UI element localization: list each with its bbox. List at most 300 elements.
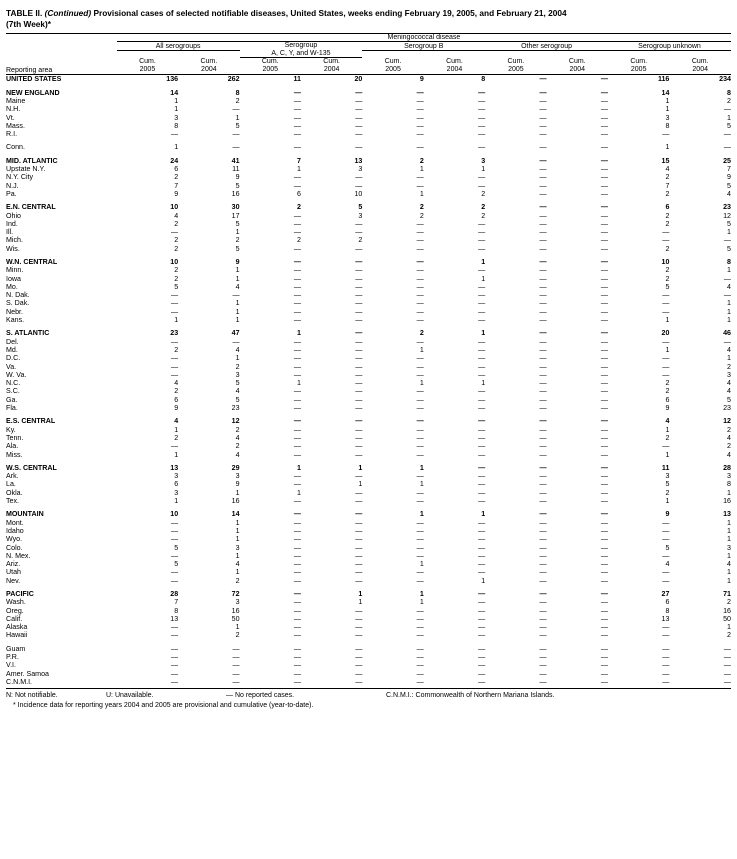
data-cell: 8 — [235, 88, 240, 97]
data-cell: — — [416, 387, 424, 396]
data-cell: 16 — [231, 189, 240, 198]
data-cell: — — [539, 236, 547, 245]
data-cell: — — [662, 661, 670, 670]
data-cell: — — [600, 425, 608, 434]
data-cell: — — [478, 354, 486, 363]
data-cell: — — [171, 442, 179, 451]
data-cell: 1 — [665, 316, 670, 325]
data-cell: 1 — [235, 299, 240, 308]
data-cell: — — [600, 669, 608, 678]
data-cell: — — [293, 623, 301, 632]
data-cell: — — [539, 644, 547, 653]
data-cell: — — [293, 425, 301, 434]
data-cell: — — [355, 404, 363, 413]
data-cell: — — [171, 362, 179, 371]
table-row — [6, 203, 731, 211]
data-cell: — — [416, 244, 424, 253]
data-cell: — — [662, 236, 670, 245]
table-row — [6, 451, 731, 459]
data-cell: 2 — [419, 211, 424, 220]
header-cum-2: Cum. — [200, 58, 218, 66]
data-cell: — — [355, 551, 363, 560]
data-cell: — — [416, 282, 424, 291]
data-cell: — — [478, 606, 486, 615]
data-cell: — — [293, 653, 301, 662]
data-cell: — — [539, 211, 547, 220]
data-cell: — — [416, 653, 424, 662]
data-cell: 2 — [174, 266, 179, 275]
data-cell: — — [355, 614, 363, 623]
data-cell: — — [539, 345, 547, 354]
data-cell: 23 — [231, 404, 240, 413]
data-cell: 2 — [727, 442, 731, 451]
data-cell: 30 — [231, 203, 240, 212]
data-cell: — — [416, 228, 424, 237]
data-cell: 1 — [481, 165, 486, 174]
table-row — [6, 329, 731, 337]
data-cell: 5 — [665, 480, 670, 489]
data-cell: — — [539, 677, 547, 686]
footnote-dash: — No reported cases. — [226, 692, 295, 700]
table-row — [6, 631, 731, 639]
data-cell: — — [478, 631, 486, 640]
data-cell: — — [478, 497, 486, 506]
data-cell: 2 — [665, 379, 670, 388]
data-cell: — — [723, 236, 731, 245]
data-cell: 2 — [665, 433, 670, 442]
data-cell: — — [293, 450, 301, 459]
data-cell: — — [600, 181, 608, 190]
data-cell: — — [662, 644, 670, 653]
data-cell: 9 — [235, 258, 240, 266]
data-cell: — — [600, 274, 608, 283]
data-cell: — — [478, 395, 486, 404]
header-year-2004-5: 2004 — [669, 66, 731, 75]
data-cell: 7 — [665, 181, 670, 190]
table-row — [6, 560, 731, 568]
data-cell: — — [293, 96, 301, 105]
data-cell: — — [293, 316, 301, 325]
data-cell: — — [600, 510, 608, 519]
data-cell: 1 — [297, 165, 301, 174]
data-cell: 2 — [665, 244, 670, 253]
reporting-area-cell: Nebr. — [6, 307, 23, 316]
header-group-serogroup-b: Serogroup B — [362, 42, 485, 51]
header-year-2005-4: 2005 — [485, 66, 546, 75]
data-cell: — — [662, 307, 670, 316]
table-title-text: Provisional cases of selected notifiable diseases, United States, weeks ending February 19, 2005, and February 21, 2004 — [93, 8, 567, 18]
data-cell: 4 — [235, 560, 240, 569]
data-cell: — — [232, 661, 240, 670]
data-cell: — — [293, 551, 301, 560]
data-cell: 1 — [235, 568, 240, 577]
reporting-area-cell: Va. — [6, 362, 17, 371]
data-cell: — — [293, 518, 301, 527]
data-cell: — — [416, 316, 424, 325]
data-cell: — — [293, 88, 301, 97]
data-cell: — — [539, 589, 547, 598]
data-cell: — — [293, 442, 301, 451]
data-cell: 16 — [723, 606, 731, 615]
data-cell: 47 — [231, 329, 240, 338]
data-cell: — — [171, 354, 179, 363]
table-row — [6, 228, 731, 236]
data-cell: — — [171, 130, 179, 139]
data-cell: — — [539, 203, 547, 212]
data-cell: — — [355, 387, 363, 396]
table-row — [6, 396, 731, 404]
data-cell: — — [416, 417, 424, 426]
reporting-area-cell: Upstate N.Y. — [6, 165, 46, 174]
data-cell: — — [416, 442, 424, 451]
data-cell: — — [293, 472, 301, 481]
table-row — [6, 670, 731, 678]
data-cell: — — [355, 345, 363, 354]
reporting-area-cell: Wash. — [6, 598, 26, 607]
data-cell: — — [723, 661, 731, 670]
data-cell: — — [662, 677, 670, 686]
data-cell: 3 — [727, 543, 731, 552]
data-cell: — — [355, 228, 363, 237]
table-row — [6, 105, 731, 113]
data-cell: — — [478, 560, 486, 569]
data-cell: — — [232, 143, 240, 152]
data-cell: — — [539, 488, 547, 497]
data-cell: 2 — [481, 189, 486, 198]
data-cell: 4 — [235, 450, 240, 459]
data-cell: 72 — [231, 589, 240, 598]
data-cell: 14 — [661, 88, 670, 97]
data-cell: — — [600, 472, 608, 481]
data-cell: — — [539, 653, 547, 662]
data-cell: — — [600, 535, 608, 544]
data-cell: 1 — [665, 345, 670, 354]
data-cell: — — [293, 535, 301, 544]
data-cell: 11 — [232, 165, 240, 174]
table-row — [6, 577, 731, 585]
data-cell: — — [600, 661, 608, 670]
data-cell: — — [293, 661, 301, 670]
data-cell: 1 — [174, 497, 179, 506]
data-cell: — — [600, 165, 608, 174]
data-cell: — — [355, 329, 363, 338]
data-cell: — — [539, 661, 547, 670]
table-row — [6, 173, 731, 181]
data-cell: 4 — [727, 345, 731, 354]
table-continued-flag: (Continued) — [44, 8, 92, 18]
data-cell: — — [416, 661, 424, 670]
data-cell: 1 — [235, 526, 240, 535]
data-cell: — — [600, 526, 608, 535]
data-cell: — — [232, 337, 240, 346]
data-cell: — — [355, 560, 363, 569]
data-cell: — — [478, 472, 486, 481]
data-cell: 1 — [297, 379, 301, 388]
data-cell: — — [539, 96, 547, 105]
data-cell: — — [600, 433, 608, 442]
data-cell: — — [293, 606, 301, 615]
data-cell: — — [171, 644, 179, 653]
data-cell: — — [416, 450, 424, 459]
reporting-area-cell: S.C. — [6, 387, 20, 396]
data-cell: 50 — [723, 614, 731, 623]
data-cell: 25 — [723, 156, 731, 165]
reporting-area-cell: Oreg. — [6, 606, 24, 615]
data-cell: — — [600, 417, 608, 426]
data-cell: — — [600, 653, 608, 662]
data-cell: — — [416, 266, 424, 275]
data-cell: — — [478, 266, 486, 275]
data-cell: — — [355, 130, 363, 139]
data-cell: 1 — [235, 307, 240, 316]
data-cell: — — [600, 614, 608, 623]
data-cell: — — [416, 105, 424, 114]
table-row — [6, 489, 731, 497]
data-cell: — — [662, 370, 670, 379]
data-cell: — — [293, 113, 301, 122]
data-cell: — — [232, 105, 240, 114]
data-cell: 41 — [231, 156, 240, 165]
header-cum-6: Cum. — [446, 58, 463, 66]
data-cell: — — [539, 370, 547, 379]
table-row — [6, 552, 731, 560]
data-cell: — — [723, 274, 731, 283]
reporting-area-cell: N. Mex. — [6, 551, 31, 560]
data-cell: 2 — [665, 488, 670, 497]
data-cell: 1 — [235, 551, 240, 560]
header-cum-10: Cum. — [691, 58, 709, 66]
data-cell: — — [539, 387, 547, 396]
reporting-area-cell: Tenn. — [6, 433, 24, 442]
data-cell: — — [416, 488, 424, 497]
data-cell: 6 — [174, 395, 179, 404]
data-cell: — — [171, 677, 179, 686]
reporting-area-cell: Mont. — [6, 518, 24, 527]
data-cell: — — [662, 130, 670, 139]
reporting-area-cell: Miss. — [6, 450, 23, 459]
data-cell: 1 — [481, 258, 486, 266]
data-cell: 4 — [727, 387, 731, 396]
data-cell: 1 — [174, 316, 179, 325]
data-cell: — — [355, 623, 363, 632]
data-cell: — — [662, 623, 670, 632]
data-cell: 6 — [665, 395, 670, 404]
data-cell: — — [600, 96, 608, 105]
header-row-acyw-line2 — [6, 50, 731, 58]
data-cell: — — [171, 518, 179, 527]
data-cell: — — [662, 442, 670, 451]
data-cell: — — [539, 560, 547, 569]
data-cell: — — [293, 337, 301, 346]
data-cell: 1 — [297, 329, 301, 338]
data-cell: — — [478, 219, 486, 228]
data-cell: — — [293, 395, 301, 404]
data-cell: — — [416, 614, 424, 623]
data-cell: 1 — [235, 266, 240, 275]
reporting-area-cell: Ill. — [6, 228, 14, 237]
data-cell: 24 — [170, 156, 179, 165]
data-cell: — — [600, 576, 608, 585]
data-cell: — — [600, 518, 608, 527]
reporting-area-cell: S. Dak. — [6, 299, 30, 308]
data-cell: — — [416, 121, 424, 130]
data-cell: 8 — [727, 480, 731, 489]
data-cell: — — [478, 282, 486, 291]
data-cell: 1 — [481, 510, 486, 519]
data-cell: — — [478, 661, 486, 670]
data-cell: 4 — [665, 560, 670, 569]
data-cell: — — [355, 543, 363, 552]
data-cell: — — [416, 143, 424, 152]
data-cell: — — [171, 661, 179, 670]
table-row — [6, 308, 731, 316]
header-row-years — [6, 66, 731, 75]
table-row — [6, 417, 731, 425]
data-cell: — — [600, 677, 608, 686]
data-cell: 1 — [665, 143, 670, 152]
data-cell: — — [600, 113, 608, 122]
data-cell: — — [355, 417, 363, 426]
data-cell: — — [293, 244, 301, 253]
data-cell: 71 — [723, 589, 731, 598]
data-cell: — — [293, 354, 301, 363]
header-group-other-serogroup: Other serogroup — [485, 42, 608, 51]
header-year-2004-4: 2004 — [547, 66, 608, 75]
data-cell: — — [478, 543, 486, 552]
data-cell: — — [600, 266, 608, 275]
data-cell: — — [293, 228, 301, 237]
data-cell: — — [539, 442, 547, 451]
data-cell: — — [723, 644, 731, 653]
header-group-acyw-line2: A, C, Y, and W-135 — [240, 50, 363, 58]
data-cell: 1 — [235, 488, 240, 497]
data-cell: 1 — [235, 518, 240, 527]
footnote-star: * Incidence data for reporting years 2004 and 2005 are provisional and cumulative (year-to-date). — [13, 701, 314, 709]
reporting-area-cell: MID. ATLANTIC — [6, 156, 58, 165]
data-cell: — — [416, 113, 424, 122]
data-cell: — — [355, 425, 363, 434]
data-cell: — — [171, 291, 179, 300]
data-cell: 23 — [723, 203, 731, 212]
data-cell: — — [355, 472, 363, 481]
data-cell: — — [355, 370, 363, 379]
data-cell: 17 — [231, 211, 240, 220]
reporting-area-cell: Wis. — [6, 244, 20, 253]
data-cell: — — [600, 543, 608, 552]
data-cell: — — [416, 173, 424, 182]
data-cell: 1 — [297, 463, 301, 472]
data-cell: — — [355, 88, 363, 97]
data-cell: 1 — [358, 589, 363, 598]
data-cell: — — [355, 433, 363, 442]
data-cell: — — [355, 105, 363, 114]
data-cell: 8 — [727, 88, 731, 97]
data-cell: — — [539, 518, 547, 527]
header-year-2004-2: 2004 — [301, 66, 362, 75]
data-cell: — — [293, 274, 301, 283]
data-cell: — — [293, 345, 301, 354]
reporting-area-cell: N.J. — [6, 181, 19, 190]
data-cell: 12 — [231, 417, 240, 426]
table-body — [6, 75, 731, 686]
data-cell: 1 — [419, 510, 424, 519]
data-cell: 2 — [665, 189, 670, 198]
header-row-groups — [6, 42, 731, 51]
data-cell: 5 — [235, 379, 240, 388]
reporting-area-cell: PACIFIC — [6, 589, 34, 598]
data-cell: — — [600, 488, 608, 497]
data-cell: — — [293, 181, 301, 190]
data-cell: 13 — [661, 614, 670, 623]
data-cell: 6 — [174, 480, 179, 489]
data-cell: 2 — [174, 274, 179, 283]
reporting-area-cell: Mich. — [6, 236, 23, 245]
header-year-2005-1: 2005 — [117, 66, 178, 75]
data-cell: — — [355, 337, 363, 346]
data-cell: 2 — [481, 211, 486, 220]
reporting-area-cell: Vt. — [6, 113, 15, 122]
header-cum-9: Cum. — [630, 58, 648, 66]
data-cell: 1 — [235, 228, 240, 237]
header-row-cum — [6, 58, 731, 67]
data-cell: — — [539, 316, 547, 325]
data-cell: — — [171, 337, 179, 346]
data-cell: 4 — [174, 211, 179, 220]
data-cell: 3 — [235, 598, 240, 607]
reporting-area-cell: Kans. — [6, 316, 25, 325]
table-row — [6, 165, 731, 173]
data-cell: 1 — [481, 379, 486, 388]
data-cell: — — [539, 614, 547, 623]
data-cell: — — [539, 395, 547, 404]
data-cell: — — [416, 518, 424, 527]
data-cell: — — [478, 244, 486, 253]
table-row — [6, 346, 731, 354]
data-cell: — — [723, 337, 731, 346]
data-cell: 2 — [174, 244, 179, 253]
data-cell: 4 — [665, 165, 670, 174]
data-cell: — — [355, 568, 363, 577]
data-cell: — — [171, 653, 179, 662]
data-cell: — — [293, 258, 301, 266]
data-cell: — — [293, 307, 301, 316]
data-cell: — — [293, 510, 301, 519]
data-cell: — — [662, 653, 670, 662]
data-cell: 4 — [665, 417, 670, 426]
data-cell: 2 — [665, 266, 670, 275]
data-cell: — — [662, 526, 670, 535]
data-cell: — — [478, 316, 486, 325]
header-year-2005-3: 2005 — [362, 66, 423, 75]
table-row — [6, 387, 731, 395]
data-cell: — — [355, 526, 363, 535]
data-cell: — — [478, 404, 486, 413]
data-cell: 2 — [174, 387, 179, 396]
data-cell: — — [539, 291, 547, 300]
header-year-2005-2: 2005 — [240, 66, 301, 75]
data-cell: — — [600, 282, 608, 291]
data-cell: 9 — [727, 173, 731, 182]
table-row — [6, 519, 731, 527]
table-row — [6, 464, 731, 472]
data-cell: — — [355, 518, 363, 527]
data-cell: 12 — [723, 417, 731, 426]
data-cell: — — [600, 307, 608, 316]
data-cell: 3 — [727, 370, 731, 379]
table-row — [6, 590, 731, 598]
data-cell: — — [355, 266, 363, 275]
data-cell: — — [600, 450, 608, 459]
